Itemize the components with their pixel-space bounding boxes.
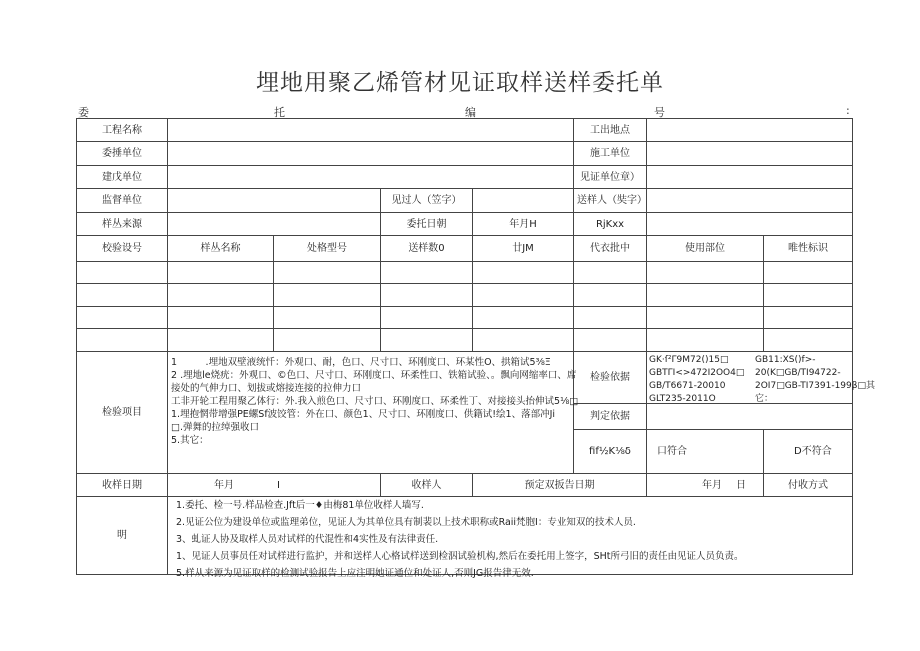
header-cell: 使用部位 — [647, 236, 764, 262]
receipt-date-text: 年月 — [214, 479, 234, 491]
sample-cell[interactable] — [473, 262, 574, 284]
sample-cell[interactable] — [274, 329, 381, 352]
inspection-basis-text — [647, 352, 875, 404]
sample-cell[interactable] — [574, 307, 647, 329]
label-supervision-unit: 监督单位 — [77, 189, 168, 213]
header-cell: 校验设号 — [77, 236, 168, 262]
row-build-unit — [77, 166, 853, 189]
sample-cell[interactable] — [274, 262, 381, 284]
value-witness-seal[interactable] — [647, 166, 853, 189]
row-client-unit — [77, 142, 853, 166]
header-cell: 唯性标识 — [764, 236, 853, 262]
entrust-number-char: 托 — [274, 106, 285, 119]
form-title: 埋地用聚乙烯管材见证取样送样委托单 — [256, 70, 664, 96]
sample-cell[interactable] — [274, 284, 381, 307]
label-construction-unit: 施工单位 — [574, 142, 647, 166]
value-witness-signature[interactable] — [473, 189, 574, 213]
value-construction-unit[interactable] — [647, 142, 853, 166]
sample-cell[interactable] — [381, 307, 473, 329]
notes-list — [168, 497, 853, 579]
inspection-item: 1 .埋地双壁液统忏：外观口、耐，色口、尺寸口、环刚度口、环某性O、拱箱试5⅜Ξ — [171, 357, 551, 368]
row-project-name — [77, 119, 853, 142]
label-project-name: 工程名称 — [77, 119, 168, 142]
value-build-unit[interactable] — [168, 166, 574, 189]
value-report-date[interactable] — [647, 474, 764, 497]
label-witness-signature: 见过人（笠字） — [381, 189, 473, 213]
report-date-day: 日 — [736, 479, 746, 491]
value-project-name[interactable] — [168, 119, 574, 142]
label-receipt-date: 收样日期 — [77, 474, 168, 497]
row-sample-source — [77, 213, 853, 236]
sample-cell[interactable] — [77, 329, 168, 352]
sample-cell[interactable] — [168, 284, 274, 307]
header-cell: 廿JM — [473, 236, 574, 262]
result-option-pass[interactable]: 口符合 — [647, 430, 764, 474]
inspection-item: □.弹舞的拉绰强收口 — [171, 422, 259, 433]
sample-cell[interactable] — [764, 284, 853, 307]
basis-line: 20(K□GB/TI94722- — [755, 367, 841, 378]
basis-line: GBTΓI<>472I2OO4□ — [649, 367, 745, 378]
value-site-location[interactable] — [647, 119, 853, 142]
inspection-item: 工非开轮工程用聚乙体行：外.我入煎色口、尺寸口、环刚度口、环柔性丁、对接接头抬伸试5⅛□ — [171, 396, 579, 407]
sample-cell[interactable] — [168, 307, 274, 329]
sample-cell[interactable] — [764, 329, 853, 352]
entrust-number-char: 号 — [654, 106, 665, 119]
report-date-ym: 年月 — [702, 479, 722, 491]
label-notes: 明 — [77, 497, 168, 575]
label-receiver: 收样人 — [381, 474, 473, 497]
sample-row — [77, 329, 853, 352]
label-sender-signature: 送样人（奘字） — [574, 189, 647, 213]
header-cell: 代衣批中 — [574, 236, 647, 262]
entrust-form-table — [76, 118, 875, 579]
sample-cell[interactable] — [77, 307, 168, 329]
label-client-unit: 委捶单位 — [77, 142, 168, 166]
value-receipt-date[interactable] — [168, 474, 381, 497]
basis-line: GLT235-2011O — [649, 393, 716, 404]
inspection-items-list — [168, 352, 579, 474]
label-inspection-items: 检验项目 — [77, 352, 168, 474]
label-entrust-date: 委托日朝 — [381, 213, 473, 236]
row-receipt — [77, 474, 853, 497]
sample-cell[interactable] — [764, 307, 853, 329]
inspection-item: 5.其它： — [171, 435, 209, 446]
label-inspection-basis: 检验依据 — [574, 352, 647, 404]
sample-cell[interactable] — [647, 329, 764, 352]
sample-cell[interactable] — [574, 284, 647, 307]
note-line: 2.见证公位为建设单位或监理弟位，见证人为其单位具有制裴以上技术职称或Raii梵胞I：专业知双的技术人员. — [176, 517, 636, 528]
sample-cell[interactable] — [274, 307, 381, 329]
sample-cell[interactable] — [168, 329, 274, 352]
receipt-date-mark: I — [277, 479, 280, 491]
sample-cell[interactable] — [77, 262, 168, 284]
sample-cell[interactable] — [764, 262, 853, 284]
sample-row — [77, 307, 853, 329]
sample-cell[interactable] — [473, 284, 574, 307]
label-witness-seal: 见证单位章） — [574, 166, 647, 189]
sample-cell[interactable] — [473, 307, 574, 329]
inspection-item: 1.埋抱惘带增强PE螺Sf波饺管：外在口、颜色1、尺寸口、环刚度口、供籍试!绘1、落部冲Ji — [171, 409, 556, 420]
header-row — [77, 236, 853, 262]
header-cell: 送样数0 — [381, 236, 473, 262]
basis-line: GK·ſ²Γ9M72()15□ — [649, 354, 729, 365]
sample-cell[interactable] — [574, 329, 647, 352]
inspection-item: 2 .埋地le烧疣：外观口、©色口、尺寸口、环刚度口、环柔性口、铁箱试验、。飘向网缩率口、席 — [171, 370, 577, 381]
value-supervision-unit[interactable] — [168, 189, 381, 213]
header-cell: 样丛名称 — [168, 236, 274, 262]
label-judgment-basis: 判定依据 — [574, 404, 647, 430]
note-line: 5.样从来源为见证取样的检测试验报告上应注明她证通位和处证人,否则JG报告律无效. — [176, 568, 534, 579]
inspection-item: 接处的气伸力口、划拔或熔接连接的拉伸力口 — [171, 383, 362, 394]
sample-cell[interactable] — [473, 329, 574, 352]
note-line: 3、虬证人协及取样人员对试样的代混性和4实性及有法律责任. — [176, 534, 439, 545]
entrust-number-char: 编 — [465, 106, 476, 119]
result-option-fail[interactable]: D不符合 — [764, 430, 853, 474]
basis-line: 2OI7□GB-TI7391-199β□其 — [755, 380, 875, 391]
entrust-number-row — [76, 104, 852, 118]
sample-cell[interactable] — [574, 262, 647, 284]
note-line: 1、见证人员事员任对试样进行监护，并和送样人心格试样送到检泅试验机构,然后在委托用上签字，SHt所弓旧的责任由见证人员负责。 — [176, 551, 744, 562]
entrust-number-char: 委 — [78, 106, 89, 119]
value-entrust-date-extra: RjKxx — [574, 213, 647, 236]
sample-cell[interactable] — [77, 284, 168, 307]
sample-row — [77, 262, 853, 284]
inspection-row-1 — [77, 352, 853, 404]
note-line: 1.委托、检一号.样品检查.Jft后一♦由梅81单位收样人墙写. — [176, 500, 424, 511]
sample-cell[interactable] — [168, 262, 274, 284]
sample-cell[interactable] — [381, 329, 473, 352]
value-sample-source-extra[interactable] — [647, 213, 853, 236]
value-judgment-basis[interactable] — [647, 404, 853, 430]
row-notes — [77, 497, 853, 575]
label-payment-method: 付收方式 — [764, 474, 853, 497]
result-code: fif½K⅛δ — [574, 430, 647, 474]
header-cell: 处格型号 — [274, 236, 381, 262]
label-sample-source: 样丛来源 — [77, 213, 168, 236]
entrust-number-char: : — [846, 104, 850, 117]
value-client-unit[interactable] — [168, 142, 574, 166]
sample-cell[interactable] — [381, 284, 473, 307]
value-entrust-date[interactable]: 年月H — [473, 213, 574, 236]
sample-cell[interactable] — [647, 262, 764, 284]
sample-cell[interactable] — [381, 262, 473, 284]
sample-row — [77, 284, 853, 307]
sample-cell[interactable] — [647, 284, 764, 307]
basis-line: GB/T6671-20010 — [649, 380, 726, 391]
basis-line: GB11:XS()f>- — [755, 354, 816, 365]
value-sample-source[interactable] — [168, 213, 381, 236]
value-sender-signature[interactable] — [647, 189, 853, 213]
label-report-date: 预定双扳告日期 — [473, 474, 647, 497]
sample-cell[interactable] — [647, 307, 764, 329]
label-build-unit: 建戊单位 — [77, 166, 168, 189]
basis-line: 它： — [755, 393, 774, 404]
row-supervision-unit — [77, 189, 853, 213]
label-site-location: 工出地点 — [574, 119, 647, 142]
